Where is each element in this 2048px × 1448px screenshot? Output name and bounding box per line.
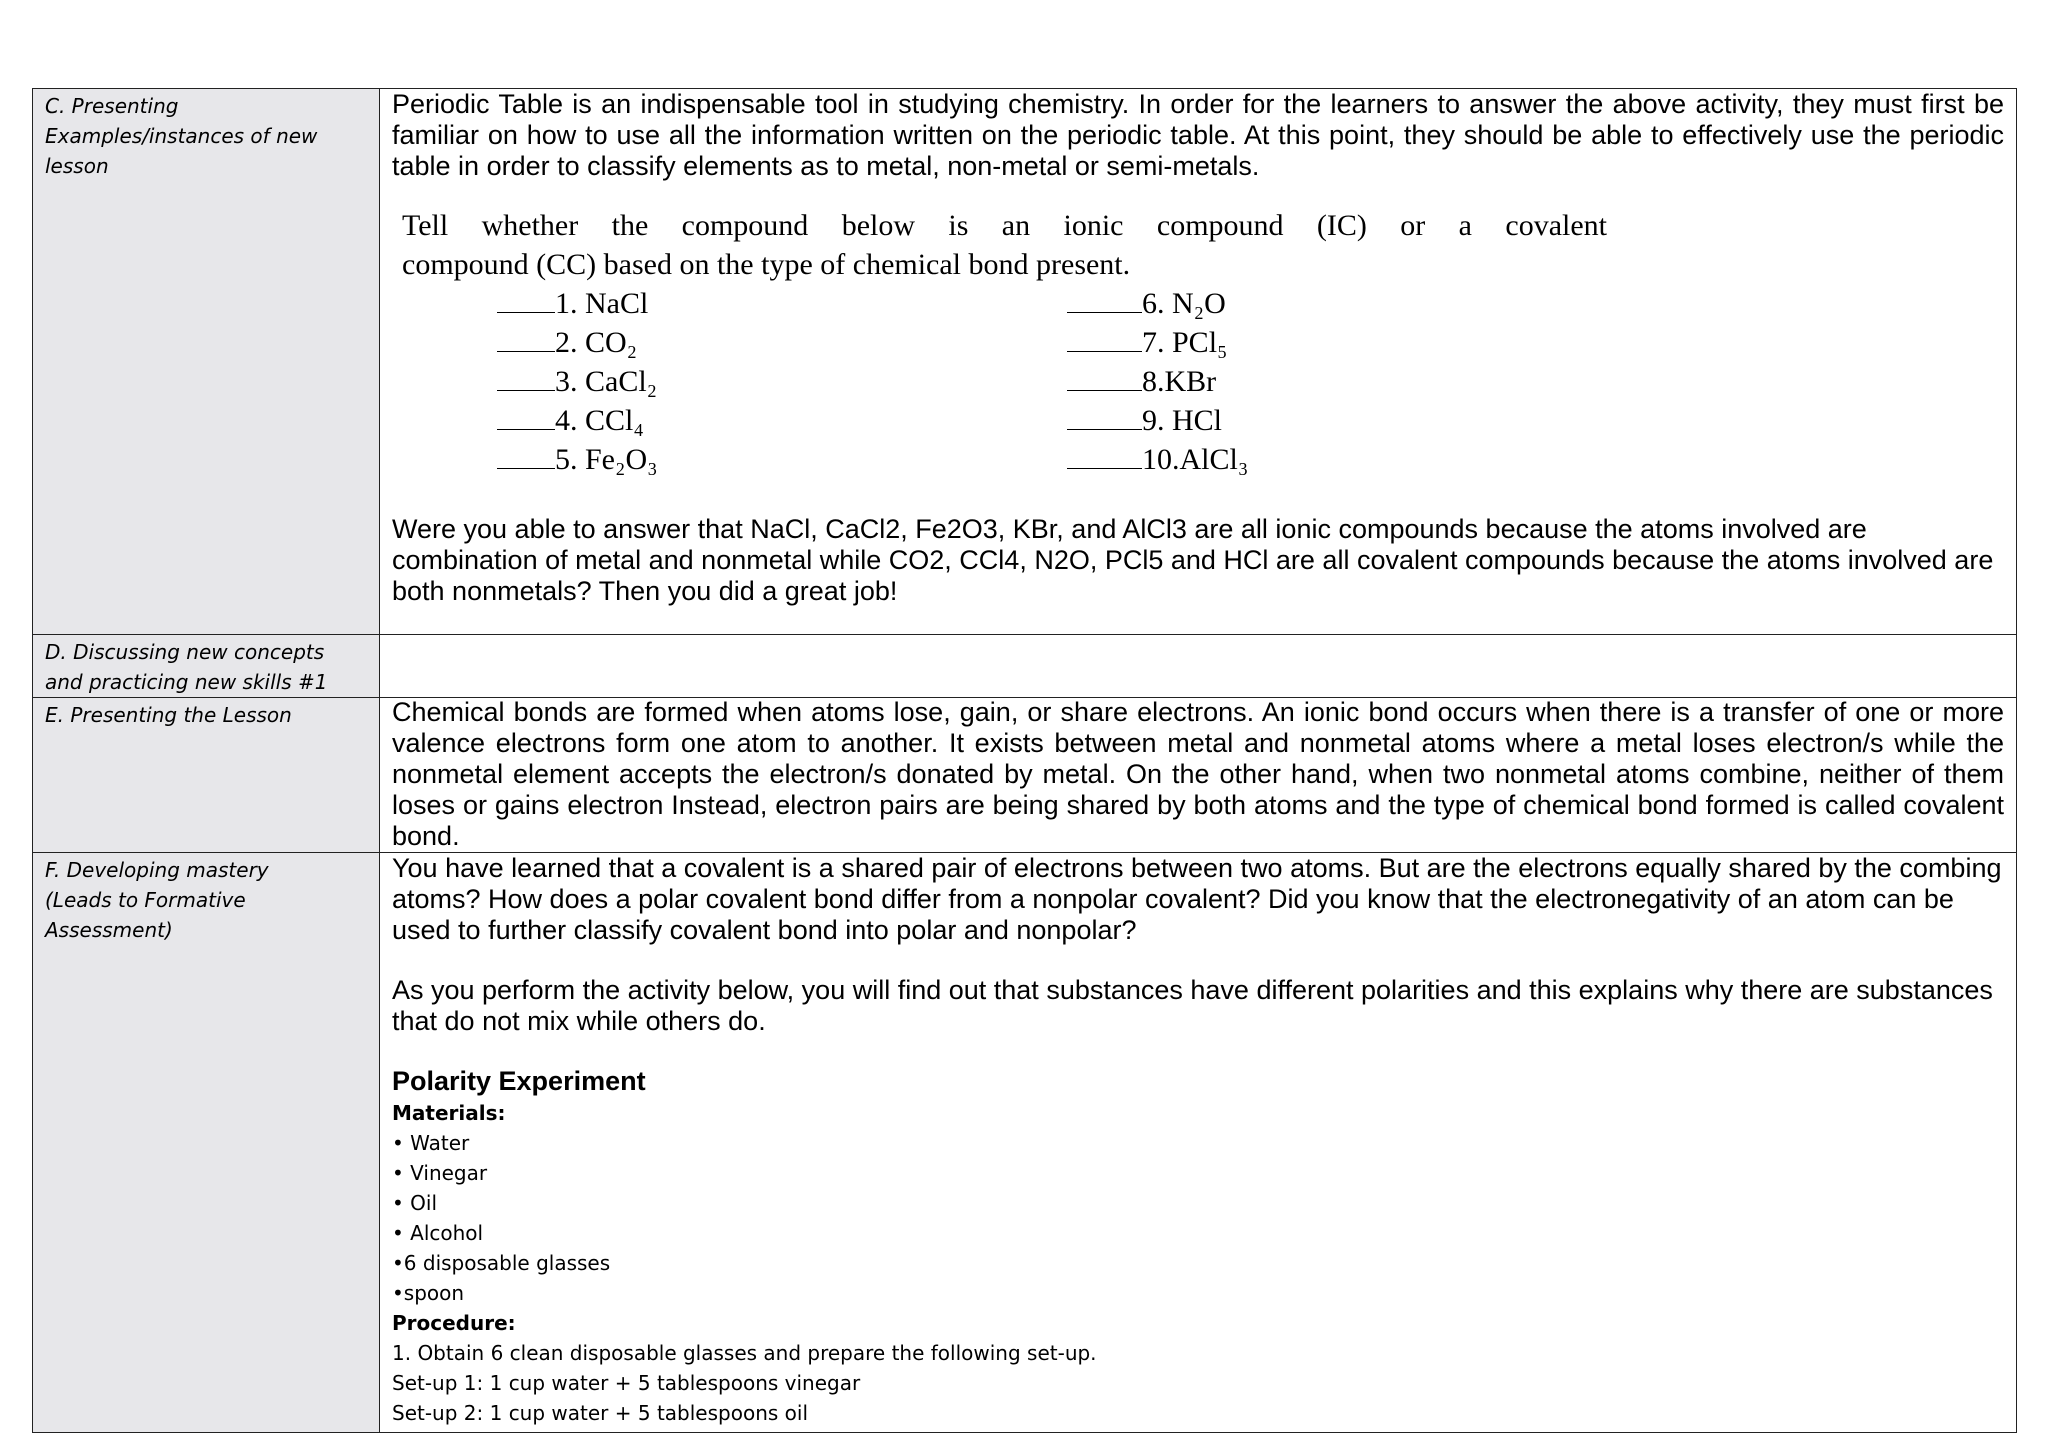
item-text: 2. CO₂: [555, 326, 638, 359]
answer-blank: [1067, 323, 1142, 352]
chemical-bonds-paragraph: Chemical bonds are formed when atoms lose, gain, or share electrons. An ionic bond occurs when there is a transfer of one or more valence electrons form one atom to another. It exists between metal and nonmetal atoms where a metal loses electron/s while the nonmetal element accepts the electron/s donated by metal. On the other hand, when two nonmetal atoms combine, neither of them loses or gains electron Instead, electron pairs are being shared by both atoms and the type of chemical bond formed is called covalent bond.: [392, 697, 2004, 851]
row-e-label: [33, 698, 380, 853]
worksheet-item: [1067, 401, 1467, 440]
worksheet-instruction-line2: compound (CC) based on the type of chemical bond present.: [402, 248, 1131, 281]
row-e-content: [380, 698, 2017, 853]
lesson-plan-table: [32, 88, 2017, 1433]
row-c-label-line: lesson: [45, 154, 109, 178]
answer-blank: [1067, 401, 1142, 430]
answer-blank: [1067, 362, 1142, 391]
row-f-developing-mastery: [33, 853, 2017, 1433]
procedure-step: 1. Obtain 6 clean disposable glasses and prepare the following set-up.: [392, 1341, 1097, 1365]
item-text: 10.AlCl₃: [1142, 443, 1249, 476]
worksheet-item: [1067, 323, 1467, 362]
row-d-content: [380, 635, 2017, 698]
answer-blank: [497, 323, 555, 352]
procedure-step: Set-up 1: 1 cup water + 5 tablespoons vinegar: [392, 1371, 861, 1395]
procedure-step: Set-up 2: 1 cup water + 5 tablespoons oil: [392, 1401, 808, 1425]
polarity-activity-paragraph: As you perform the activity below, you will find out that substances have different polarities and this explains why there are substances that do not mix while others do.: [392, 975, 1993, 1036]
row-c-presenting-examples: [33, 89, 2017, 635]
answer-blank: [1067, 440, 1142, 469]
worksheet-items: [497, 284, 2004, 479]
item-text: 7. PCl₅: [1142, 326, 1228, 359]
procedure-label: Procedure:: [392, 1311, 516, 1335]
row-f-label: [33, 853, 380, 1433]
row-d-label-line: D. Discussing new concepts: [45, 640, 325, 664]
conclusion-paragraph: Were you able to answer that NaCl, CaCl2, Fe2O3, KBr, and AlCl3 are all ionic compounds because the atoms involved are combination of metal and nonmetal while CO2, CCl4, N2O, PCl5 and HCl are all covalent compounds because the atoms involved are both nonmetals? Then you did a great job!: [392, 514, 1994, 606]
worksheet-instruction-line1: Tell whether the compound below is an ionic compound (IC) or a covalent: [402, 209, 1607, 242]
material-item: •spoon: [392, 1281, 465, 1305]
row-f-label-line: (Leads to Formative: [45, 888, 246, 912]
material-item: • Water: [392, 1131, 470, 1155]
intro-paragraph: Periodic Table is an indispensable tool in studying chemistry. In order for the learners to answer the above activity, they must first be familiar on how to use all the information written on the periodic table. At this point, they should be able to effectively use the periodic table in order to classify elements as to metal, non-metal or semi-metals.: [392, 89, 2004, 181]
answer-blank: [497, 362, 555, 391]
item-text: 3. CaCl₂: [555, 365, 658, 398]
worksheet-item: [1067, 362, 1467, 401]
row-c-label: [33, 89, 380, 635]
worksheet-item: [1067, 284, 1467, 323]
row-d-discussing-concepts: [33, 635, 2017, 698]
row-d-label-line: and practicing new skills #1: [45, 670, 328, 694]
worksheet-item: [497, 284, 1067, 323]
row-e-presenting-lesson: [33, 698, 2017, 853]
item-text: 9. HCl: [1142, 404, 1223, 437]
answer-blank: [1067, 284, 1142, 313]
row-f-label-line: Assessment): [45, 918, 173, 942]
covalent-intro-paragraph: You have learned that a covalent is a shared pair of electrons between two atoms. But are the electrons equally shared by the combing atoms? How does a polar covalent bond differ from a nonpolar covalent? Did you know that the electronegativity of an atom can be used to further classify covalent bond into polar and nonpolar?: [392, 853, 2002, 945]
item-text: 4. CCl₄: [555, 404, 644, 437]
materials-label: Materials:: [392, 1101, 506, 1125]
worksheet-item: [497, 440, 1067, 479]
worksheet-item: [497, 323, 1067, 362]
row-c-label-line: C. Presenting: [45, 94, 179, 118]
row-c-label-line: Examples/instances of new: [45, 124, 318, 148]
row-f-label-line: F. Developing mastery: [45, 858, 269, 882]
item-text: 5. Fe₂O₃: [555, 443, 658, 476]
worksheet-item: [1067, 440, 1467, 479]
material-item: • Alcohol: [392, 1221, 484, 1245]
worksheet-image: [402, 206, 2004, 479]
material-item: • Vinegar: [392, 1161, 488, 1185]
answer-blank: [497, 284, 555, 313]
row-c-content: [380, 89, 2017, 635]
material-item: •6 disposable glasses: [392, 1251, 611, 1275]
answer-blank: [497, 440, 555, 469]
item-text: 6. N₂O: [1142, 287, 1226, 320]
row-f-content: [380, 853, 2017, 1433]
experiment-title: Polarity Experiment: [392, 1066, 646, 1096]
item-text: 1. NaCl: [555, 287, 649, 320]
material-item: • Oil: [392, 1191, 438, 1215]
worksheet-item: [497, 362, 1067, 401]
worksheet-item: [497, 401, 1067, 440]
row-d-label: [33, 635, 380, 698]
item-text: 8.KBr: [1142, 365, 1217, 398]
row-e-label-line: E. Presenting the Lesson: [45, 703, 292, 727]
answer-blank: [497, 401, 555, 430]
